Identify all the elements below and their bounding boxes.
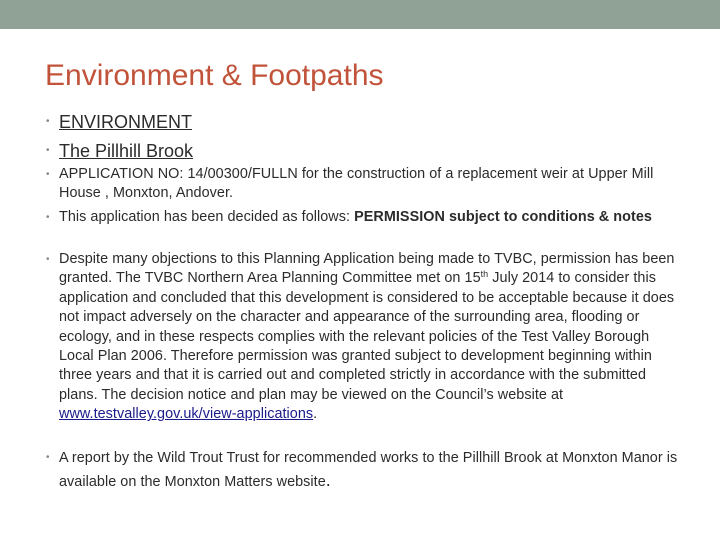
despite-text: Despite many objections to this Planning Application being made to TVBC, permission has been granted. The TVBC Northern Area Planning Committee met on 15: [59, 251, 675, 287]
report-end: .: [325, 470, 331, 490]
bullet-report: [46, 447, 684, 493]
despite-text-continued: July 2014 to consider this application and concluded that this development is considered to be acceptable because it does not impact adversely on the character and appearance of the surrounding area, flooding or ecology, and in these respects complies with the relevant policies of the Test Valley Borough Local Plan 2006. Therefore permission was granted subject to development beginning within three years and that it is carried out and completed strictly in accordance with the submitted plans. The decision notice and plan may be viewed on the Council’s website at: [59, 270, 675, 403]
date-superscript: th: [480, 269, 489, 280]
environment-heading: ENVIRONMENT: [59, 112, 193, 132]
decision-text: This application has been decided as follows:: [59, 209, 355, 225]
bullet-dot-icon: •: [46, 145, 50, 156]
bullet-dot-icon: •: [46, 212, 50, 223]
bullet-application: [46, 165, 684, 204]
bullet-decision: [46, 208, 684, 227]
decision-outcome: PERMISSION subject to conditions & notes: [354, 209, 652, 225]
bullet-dot-icon: •: [46, 254, 50, 265]
bullet-brook: [46, 137, 684, 165]
application-text: APPLICATION NO: 14/00300/FULLN for the construction of a replacement weir at Upper Mill House , Monxton, Andover.: [59, 166, 654, 202]
bullet-dot-icon: •: [46, 169, 50, 180]
slide-title: Environment & Footpaths: [45, 59, 384, 92]
top-bar: [0, 0, 720, 29]
bullet-dot-icon: •: [46, 452, 50, 463]
brook-heading: The Pillhill Brook: [59, 141, 194, 161]
bullet-environment: [46, 108, 684, 136]
despite-end: .: [313, 406, 318, 423]
council-website-link[interactable]: www.testvalley.gov.uk/view-applications: [59, 406, 314, 423]
bullet-despite: [46, 250, 684, 425]
bullet-dot-icon: •: [46, 116, 50, 127]
report-text: A report by the Wild Trout Trust for recommended works to the Pillhill Brook at Monxton Manor is available on the Monxton Matters website: [59, 450, 678, 490]
